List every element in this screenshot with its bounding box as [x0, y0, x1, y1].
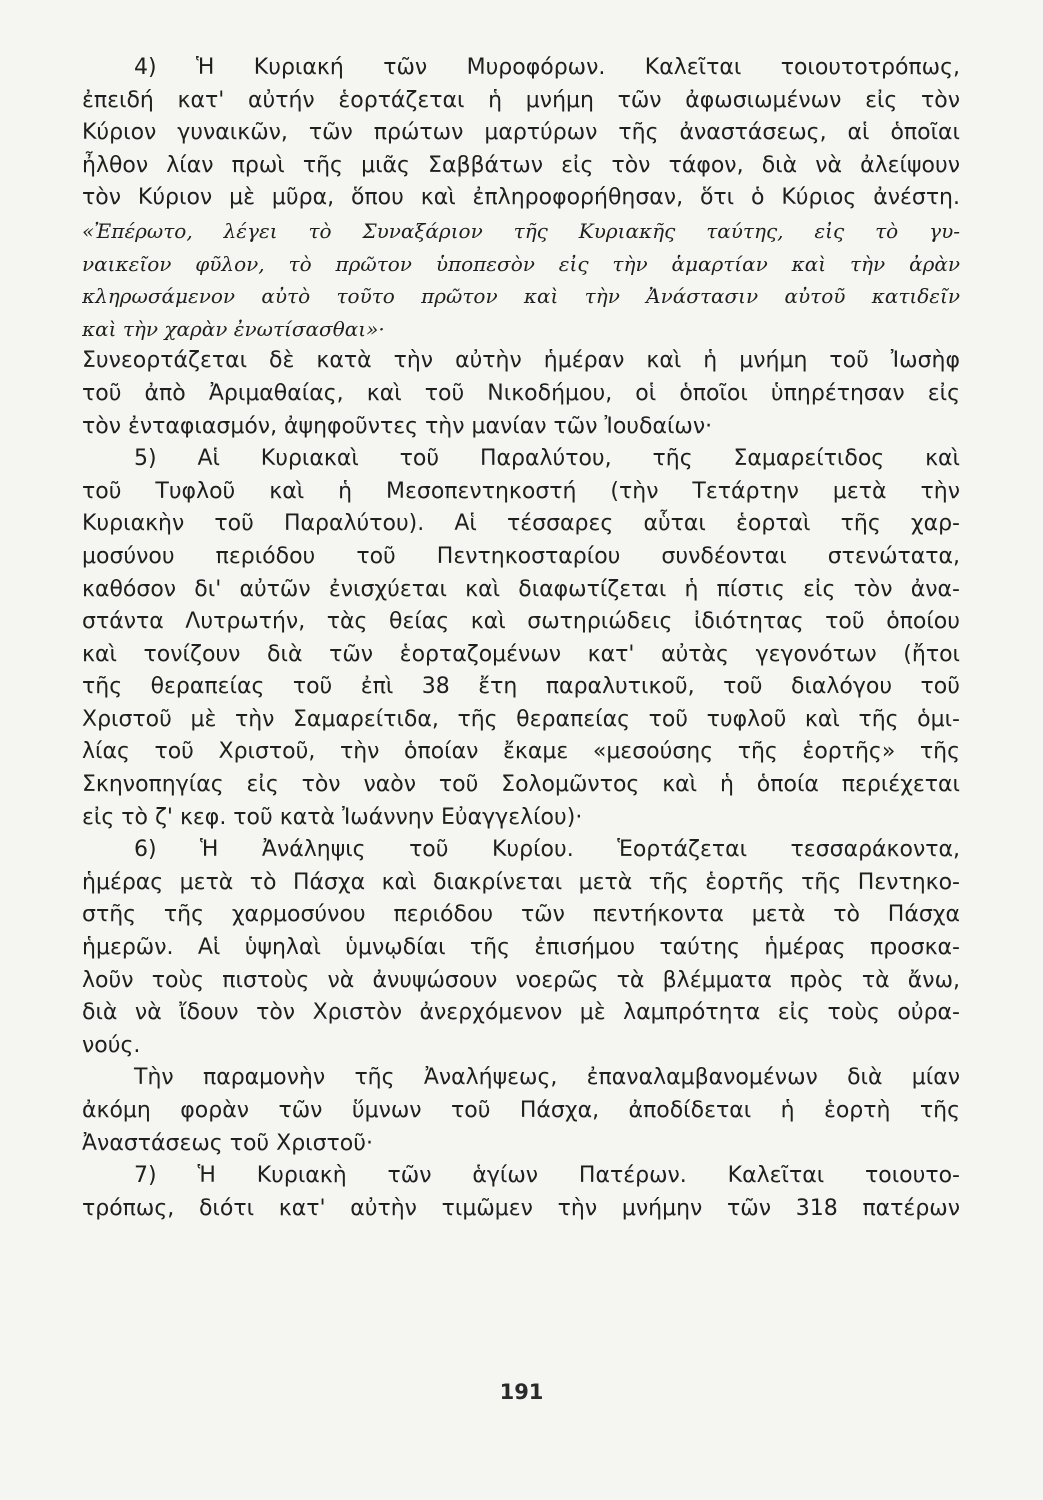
- text-line: λοῦν τοὺς πιστοὺς νὰ ἀνυψώσουν νοερῶς τὰ βλέμματα πρὸς τὰ ἄνω,: [82, 967, 960, 993]
- text-line: ἦλθον λίαν πρωὶ τῆς μιᾶς Σαββάτων εἰς τὸν τάφον, διὰ νὰ ἀλείψουν: [82, 152, 960, 178]
- quote-line: «Ἐπέρωτο, λέγει τὸ Συναξάριον τῆς Κυριακῆς ταύτης, εἰς τὸ γυ-: [82, 218, 960, 243]
- text-line: μοσύνου περιόδου τοῦ Πεντηκοσταρίου συνδέονται στενώτατα,: [82, 543, 960, 569]
- text-line: Τὴν παραμονὴν τῆς Ἀναλήψεως, ἐπαναλαμβανομένων διὰ μίαν: [134, 1065, 960, 1091]
- quote-line: κληρωσάμενον αὐτὸ τοῦτο πρῶτον καὶ τὴν Ἀνάστασιν αὐτοῦ κατιδεῖν: [82, 284, 960, 309]
- text-line: ἐπειδή κατ' αὐτήν ἑορτάζεται ἡ μνήμη τῶν ἀφωσιωμένων εἰς τὸν: [82, 87, 960, 113]
- text-line: Συνεορτάζεται δὲ κατὰ τὴν αὐτὴν ἡμέραν καὶ ἡ μνήμη τοῦ Ἰωσὴφ: [82, 348, 960, 374]
- text-line: στῆς τῆς χαρμοσύνου περιόδου τῶν πεντήκοντα μετὰ τὸ Πάσχα: [82, 902, 960, 928]
- text-line: Ἀναστάσεως τοῦ Χριστοῦ·: [82, 1130, 373, 1156]
- text-line: τῆς θεραπείας τοῦ ἐπὶ 38 ἔτη παραλυτικοῦ, τοῦ διαλόγου τοῦ: [82, 674, 960, 700]
- text-line: τὸν ἐνταφιασμόν, ἀψηφοῦντες τὴν μανίαν τῶν Ἰουδαίων·: [82, 413, 713, 439]
- text-line: ἡμερῶν. Αἱ ὑψηλαὶ ὑμνῳδίαι τῆς ἐπισήμου ταύτης ἡμέρας προσκα-: [82, 935, 960, 961]
- page-number: 191: [499, 1380, 544, 1404]
- text-line: στάντα Λυτρωτήν, τὰς θείας καὶ σωτηριώδεις ἰδιότητας τοῦ ὁποίου: [82, 609, 960, 635]
- text-line: νούς.: [82, 1032, 141, 1058]
- text-line: ἀκόμη φορὰν τῶν ὕμνων τοῦ Πάσχα, ἀποδίδεται ἡ ἑορτὴ τῆς: [82, 1098, 960, 1123]
- text-line: τοῦ Τυφλοῦ καὶ ἡ Μεσοπεντηκοστή (τὴν Τετάρτην μετὰ τὴν: [82, 478, 960, 504]
- text-line: Κυριακὴν τοῦ Παραλύτου). Αἱ τέσσαρες αὗται ἑορταὶ τῆς χαρ-: [82, 511, 960, 537]
- text-line: τὸν Κύριον μὲ μῦρα, ὅπου καὶ ἐπληροφορήθησαν, ὅτι ὁ Κύριος ἀνέστη.: [82, 185, 960, 211]
- text-line: Χριστοῦ μὲ τὴν Σαμαρείτιδα, τῆς θεραπείας τοῦ τυφλοῦ καὶ τῆς ὁμι-: [82, 706, 960, 732]
- text-line: εἰς τὸ ζ' κεφ. τοῦ κατὰ Ἰωάννην Εὐαγγελίου)·: [82, 804, 583, 830]
- text-line: καὶ τονίζουν διὰ τῶν ἑορταζομένων κατ' αὐτὰς γεγονότων (ἤτοι: [82, 641, 960, 667]
- quote-line: ναικεῖον φῦλον, τὸ πρῶτον ὑποπεσὸν εἰς τὴν ἁμαρτίαν καὶ τὴν ἀρὰν: [82, 251, 960, 276]
- text-line: λίας τοῦ Χριστοῦ, τὴν ὁποίαν ἔκαμε «μεσούσης τῆς ἑορτῆς» τῆς: [82, 739, 960, 765]
- quote-line: καὶ τὴν χαρὰν ἐνωτίσασθαι»·: [82, 316, 385, 341]
- text-line: 6) Ἡ Ἀνάληψις τοῦ Κυρίου. Ἑορτάζεται τεσσαράκοντα,: [134, 837, 960, 863]
- text-line: 5) Αἱ Κυριακαὶ τοῦ Παραλύτου, τῆς Σαμαρείτιδος καὶ: [134, 446, 960, 472]
- text-line: διὰ νὰ ἴδουν τὸν Χριστὸν ἀνερχόμενον μὲ λαμπρότητα εἰς τοὺς οὐρα-: [82, 1000, 960, 1026]
- text-line: 7) Ἡ Κυριακὴ τῶν ἁγίων Πατέρων. Καλεῖται τοιουτο-: [134, 1163, 960, 1189]
- text-line: καθόσον δι' αὐτῶν ἐνισχύεται καὶ διαφωτίζεται ἡ πίστις εἰς τὸν ἀνα-: [82, 576, 960, 602]
- text-line: τοῦ ἀπὸ Ἀριμαθαίας, καὶ τοῦ Νικοδήμου, οἱ ὁποῖοι ὑπηρέτησαν εἰς: [82, 380, 960, 406]
- text-line: Σκηνοπηγίας εἰς τὸν ναὸν τοῦ Σολομῶντος καὶ ἡ ὁποία περιέχεται: [82, 772, 960, 798]
- text-line: Κύριον γυναικῶν, τῶν πρώτων μαρτύρων τῆς ἀναστάσεως, αἱ ὁποῖαι: [82, 120, 960, 146]
- text-line: ἡμέρας μετὰ τὸ Πάσχα καὶ διακρίνεται μετὰ τῆς ἑορτῆς τῆς Πεντηκο-: [82, 869, 960, 895]
- body-text: [82, 52, 960, 1225]
- text-line: τρόπως, διότι κατ' αὐτὴν τιμῶμεν τὴν μνήμην τῶν 318 πατέρων: [82, 1195, 960, 1221]
- text-line: 4) Ἡ Κυριακή τῶν Μυροφόρων. Καλεῖται τοιουτοτρόπως,: [134, 55, 960, 80]
